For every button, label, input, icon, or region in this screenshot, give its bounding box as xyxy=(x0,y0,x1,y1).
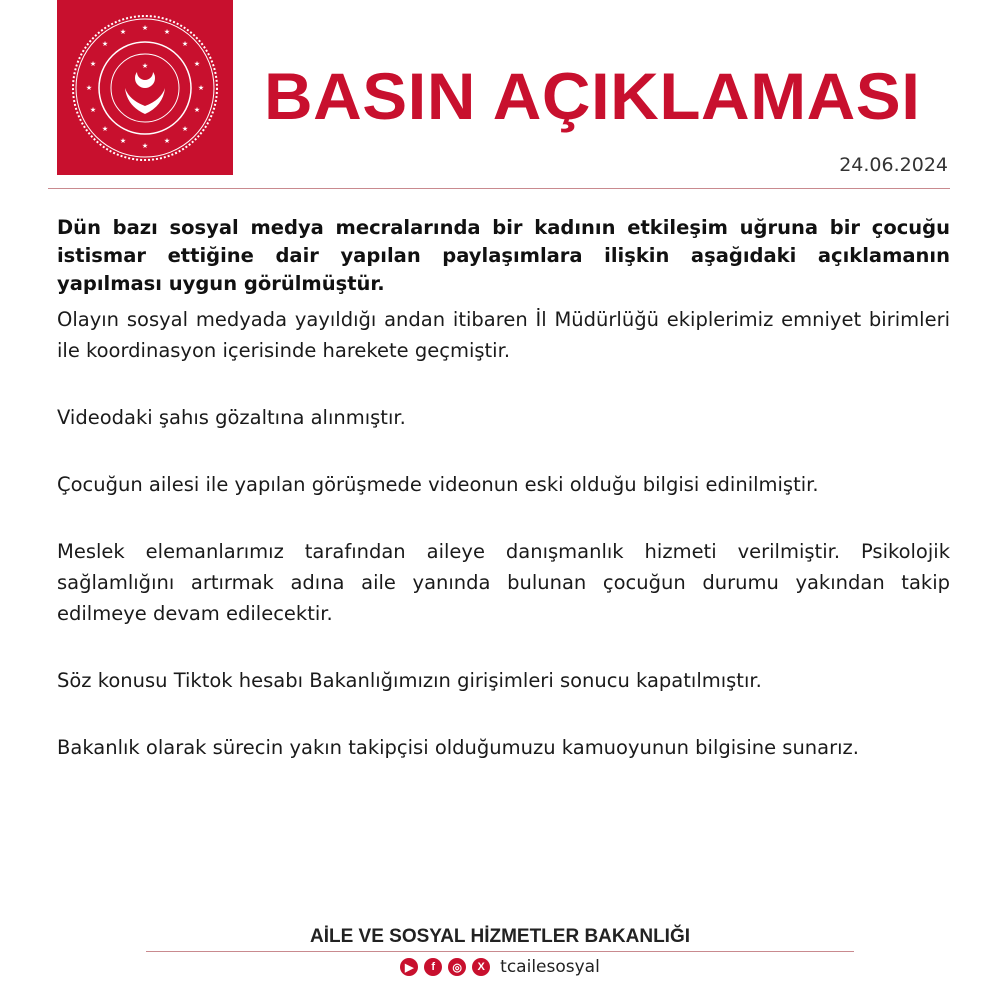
paragraph: Meslek elemanlarımız tarafından aileye danışmanlık hizmeti verilmiştir. Psikolojik sağlamlığını artırmak adına aile yanında bulunan çocuğun durumu yakından takip edilmeye devam edilecektir. xyxy=(57,540,950,625)
paragraph: Olayın sosyal medyada yayıldığı andan itibaren İl Müdürlüğü ekiplerimiz emniyet birimleri ile koordinasyon içerisinde harekete geçmiştir. xyxy=(57,308,950,362)
footer-org-name: AİLE VE SOSYAL HİZMETLER BAKANLIĞI xyxy=(309,926,691,947)
svg-text:★: ★ xyxy=(193,106,201,114)
social-handle[interactable]: tcailesosyal xyxy=(500,957,600,977)
ministry-logo xyxy=(57,0,233,175)
page-title: BASIN AÇIKLAMASI xyxy=(264,59,921,133)
svg-text:★: ★ xyxy=(163,137,171,145)
svg-text:★: ★ xyxy=(197,84,205,92)
svg-text:★: ★ xyxy=(181,125,189,133)
svg-text:★: ★ xyxy=(193,60,201,68)
svg-text:★: ★ xyxy=(163,28,171,36)
date: 24.06.2024 xyxy=(839,154,948,176)
paragraph: Çocuğun ailesi ile yapılan görüşmede videonun eski olduğu bilgisi edinilmiştir. xyxy=(57,473,819,496)
svg-text:★: ★ xyxy=(101,125,109,133)
svg-text:★: ★ xyxy=(89,60,97,68)
svg-text:★: ★ xyxy=(141,24,149,32)
press-release-body xyxy=(57,214,950,799)
footer-divider xyxy=(146,951,854,952)
svg-text:★: ★ xyxy=(119,137,127,145)
svg-text:★: ★ xyxy=(85,84,93,92)
svg-text:★: ★ xyxy=(181,40,189,48)
facebook-icon[interactable]: f xyxy=(424,958,442,976)
header-divider xyxy=(48,188,950,189)
svg-text:★: ★ xyxy=(101,40,109,48)
svg-text:★: ★ xyxy=(141,62,149,70)
social-links xyxy=(0,957,1000,977)
paragraph: Söz konusu Tiktok hesabı Bakanlığımızın girişimleri sonucu kapatılmıştır. xyxy=(57,669,762,692)
x-icon[interactable]: X xyxy=(472,958,490,976)
instagram-icon[interactable]: ◎ xyxy=(448,958,466,976)
paragraph: Videodaki şahıs gözaltına alınmıştır. xyxy=(57,406,406,429)
lead-paragraph: Dün bazı sosyal medya mecralarında bir kadının etkileşim uğruna bir çocuğu istismar ettiğine dair yapılan paylaşımlara ilişkin aşağıdaki açıklamanın yapılması uygun görülmüştür. xyxy=(57,216,950,295)
paragraph: Bakanlık olarak sürecin yakın takipçisi olduğumuzu kamuoyunun bilgisine sunarız. xyxy=(57,736,859,759)
youtube-icon[interactable]: ▶ xyxy=(400,958,418,976)
svg-text:★: ★ xyxy=(119,28,127,36)
svg-text:★: ★ xyxy=(141,142,149,150)
svg-text:★: ★ xyxy=(89,106,97,114)
